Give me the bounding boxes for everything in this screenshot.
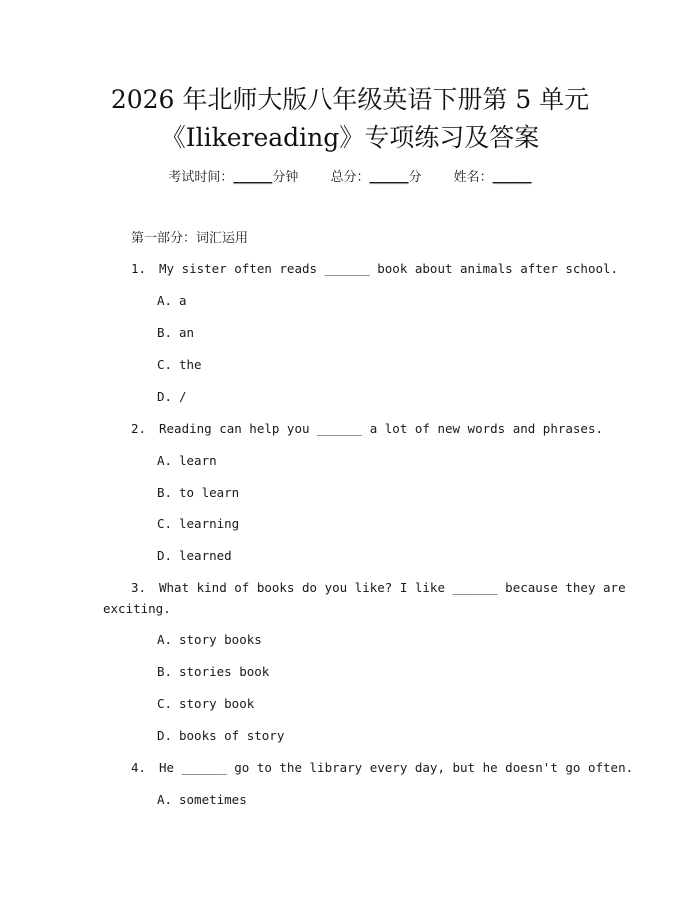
option-item [157,483,239,503]
option-item [157,726,284,746]
question-1 [131,259,618,279]
option-item [157,514,239,534]
question-number: 3. [131,580,147,595]
option-item [157,291,187,311]
option-letter: A. [157,293,173,308]
option-text: / [179,389,187,404]
option-text: learned [179,548,232,563]
option-item [157,630,262,650]
section-heading: 第一部分：词汇运用 [131,231,249,246]
option-letter: C. [157,516,173,531]
exam-time-field [168,168,298,188]
option-letter: B. [157,325,173,340]
document-title-line-1: 2026 年北师大版八年级英语下册第 5 单元 [110,85,590,114]
total-score-label: 总分： [330,170,370,185]
exam-time-unit: 分钟 [272,170,299,185]
total-score-unit: 分 [408,170,422,185]
question-stem: He ______ go to the library every day, but he doesn't go often. [159,760,634,775]
student-name-blank: ______ [492,170,532,185]
student-name-label: 姓名： [453,170,493,185]
option-letter: B. [157,485,173,500]
question-3 [131,578,626,598]
option-item [157,546,232,566]
option-text: stories book [179,664,270,679]
option-item [157,790,247,810]
option-letter: A. [157,453,173,468]
option-letter: D. [157,548,173,563]
question-number: 4. [131,760,147,775]
total-score-field [330,168,421,188]
option-text: to learn [179,485,240,500]
total-score-blank: ______ [369,170,409,185]
question-number: 1. [131,261,147,276]
option-text: story book [179,696,255,711]
question-number: 2. [131,421,147,436]
question-stem: What kind of books do you like? I like ______ because they are [159,580,626,595]
option-letter: A. [157,792,173,807]
exam-info-row [0,168,700,188]
question-stem: My sister often reads ______ book about animals after school. [159,261,619,276]
question-2 [131,419,603,439]
exam-time-label: 考试时间： [168,170,234,185]
option-item [157,694,254,714]
question-stem-continuation: exciting. [103,601,171,616]
option-text: the [179,357,202,372]
exam-time-blank: ______ [233,170,273,185]
question-stem: Reading can help you ______ a lot of new words and phrases. [159,421,604,436]
option-item [157,387,187,407]
option-item [157,323,194,343]
option-text: learn [179,453,217,468]
option-text: sometimes [179,792,247,807]
option-item [157,662,269,682]
option-text: an [179,325,195,340]
option-letter: B. [157,664,173,679]
option-text: a [179,293,187,308]
option-letter: C. [157,357,173,372]
option-text: books of story [179,728,285,743]
option-letter: A. [157,632,173,647]
option-text: story books [179,632,262,647]
option-item [157,355,202,375]
option-letter: D. [157,728,173,743]
document-title-line-2: 《Ilikereading》专项练习及答案 [160,123,540,152]
option-letter: D. [157,389,173,404]
question-4 [131,758,633,778]
option-item [157,451,217,471]
student-name-field [454,168,532,188]
option-text: learning [179,516,240,531]
option-letter: C. [157,696,173,711]
